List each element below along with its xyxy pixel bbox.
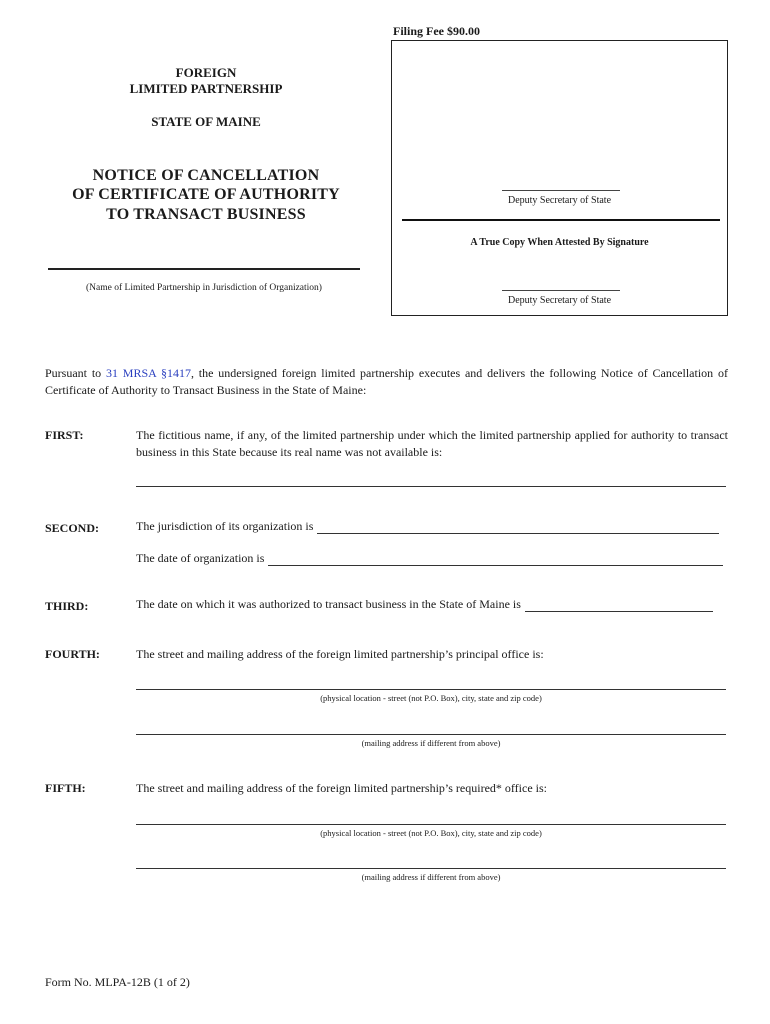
organization-date-row (136, 551, 723, 566)
fourth-text: The street and mailing address of the foreign limited partnership’s principal office is: (136, 647, 544, 661)
fifth-label: FIFTH: (45, 781, 86, 795)
filing-fee: Filing Fee $90.00 (393, 24, 480, 38)
fictitious-name-field[interactable] (136, 486, 726, 487)
intro-suffix: , the undersigned foreign limited partnership executes and delivers the following Notice of Cancellation of Certificate of Authority to Transact Business in the State of Maine: (45, 366, 728, 397)
authorization-date-field[interactable] (525, 599, 713, 612)
principal-mailing-address-field[interactable] (136, 734, 726, 735)
partnership-name-caption: (Name of Limited Partnership in Jurisdiction of Organization) (86, 283, 322, 293)
authorization-date-label: The date on which it was authorized to transact business in the State of Maine is (136, 597, 521, 611)
deputy-secretary-label-1: Deputy Secretary of State (507, 195, 612, 206)
required-mailing-caption: (mailing address if different from above) (361, 872, 501, 882)
form-title-line-1: NOTICE OF CANCELLATION (92, 167, 320, 184)
intro-paragraph (45, 365, 728, 399)
jurisdiction-row (136, 519, 719, 534)
filing-stamp-box (391, 40, 728, 316)
jurisdiction-label: The jurisdiction of its organization is (136, 519, 314, 533)
header-foreign: FOREIGN (175, 65, 237, 80)
form-number: Form No. MLPA-12B (1 of 2) (45, 975, 190, 989)
partnership-name-field[interactable] (48, 268, 360, 270)
required-physical-caption: (physical location - street (not P.O. Box), city, state and zip code) (320, 828, 542, 838)
fourth-label: FOURTH: (45, 647, 100, 661)
first-label: FIRST: (45, 428, 84, 442)
third-label: THIRD: (45, 599, 89, 613)
principal-physical-address-field[interactable] (136, 689, 726, 690)
jurisdiction-field[interactable] (317, 521, 719, 534)
principal-physical-caption: (physical location - street (not P.O. Box), city, state and zip code) (320, 693, 542, 703)
deputy-signature-line-1[interactable] (502, 190, 620, 191)
principal-mailing-caption: (mailing address if different from above) (361, 738, 501, 748)
deputy-signature-line-2[interactable] (502, 290, 620, 291)
organization-date-field[interactable] (268, 553, 723, 566)
required-mailing-address-field[interactable] (136, 868, 726, 869)
stamp-divider (402, 219, 720, 221)
first-text: The fictitious name, if any, of the limited partnership under which the limited partnership applied for authority to transact business in this State because its real name was not available is: (136, 428, 728, 459)
true-copy-label: A True Copy When Attested By Signature (470, 237, 649, 248)
authorization-date-row (136, 597, 713, 612)
header-limited-partnership: LIMITED PARTNERSHIP (129, 81, 283, 96)
second-label: SECOND: (45, 521, 100, 535)
fifth-text: The street and mailing address of the foreign limited partnership’s required* office is: (136, 781, 547, 795)
header-state: STATE OF MAINE (151, 114, 261, 129)
statute-link[interactable]: 31 MRSA §1417 (105, 366, 191, 380)
intro-prefix: Pursuant to (45, 366, 106, 380)
required-physical-address-field[interactable] (136, 824, 726, 825)
deputy-secretary-label-2: Deputy Secretary of State (507, 295, 612, 306)
organization-date-label: The date of organization is (136, 551, 265, 565)
form-title-line-3: TO TRANSACT BUSINESS (106, 206, 306, 223)
form-title-line-2: OF CERTIFICATE OF AUTHORITY (72, 186, 340, 203)
